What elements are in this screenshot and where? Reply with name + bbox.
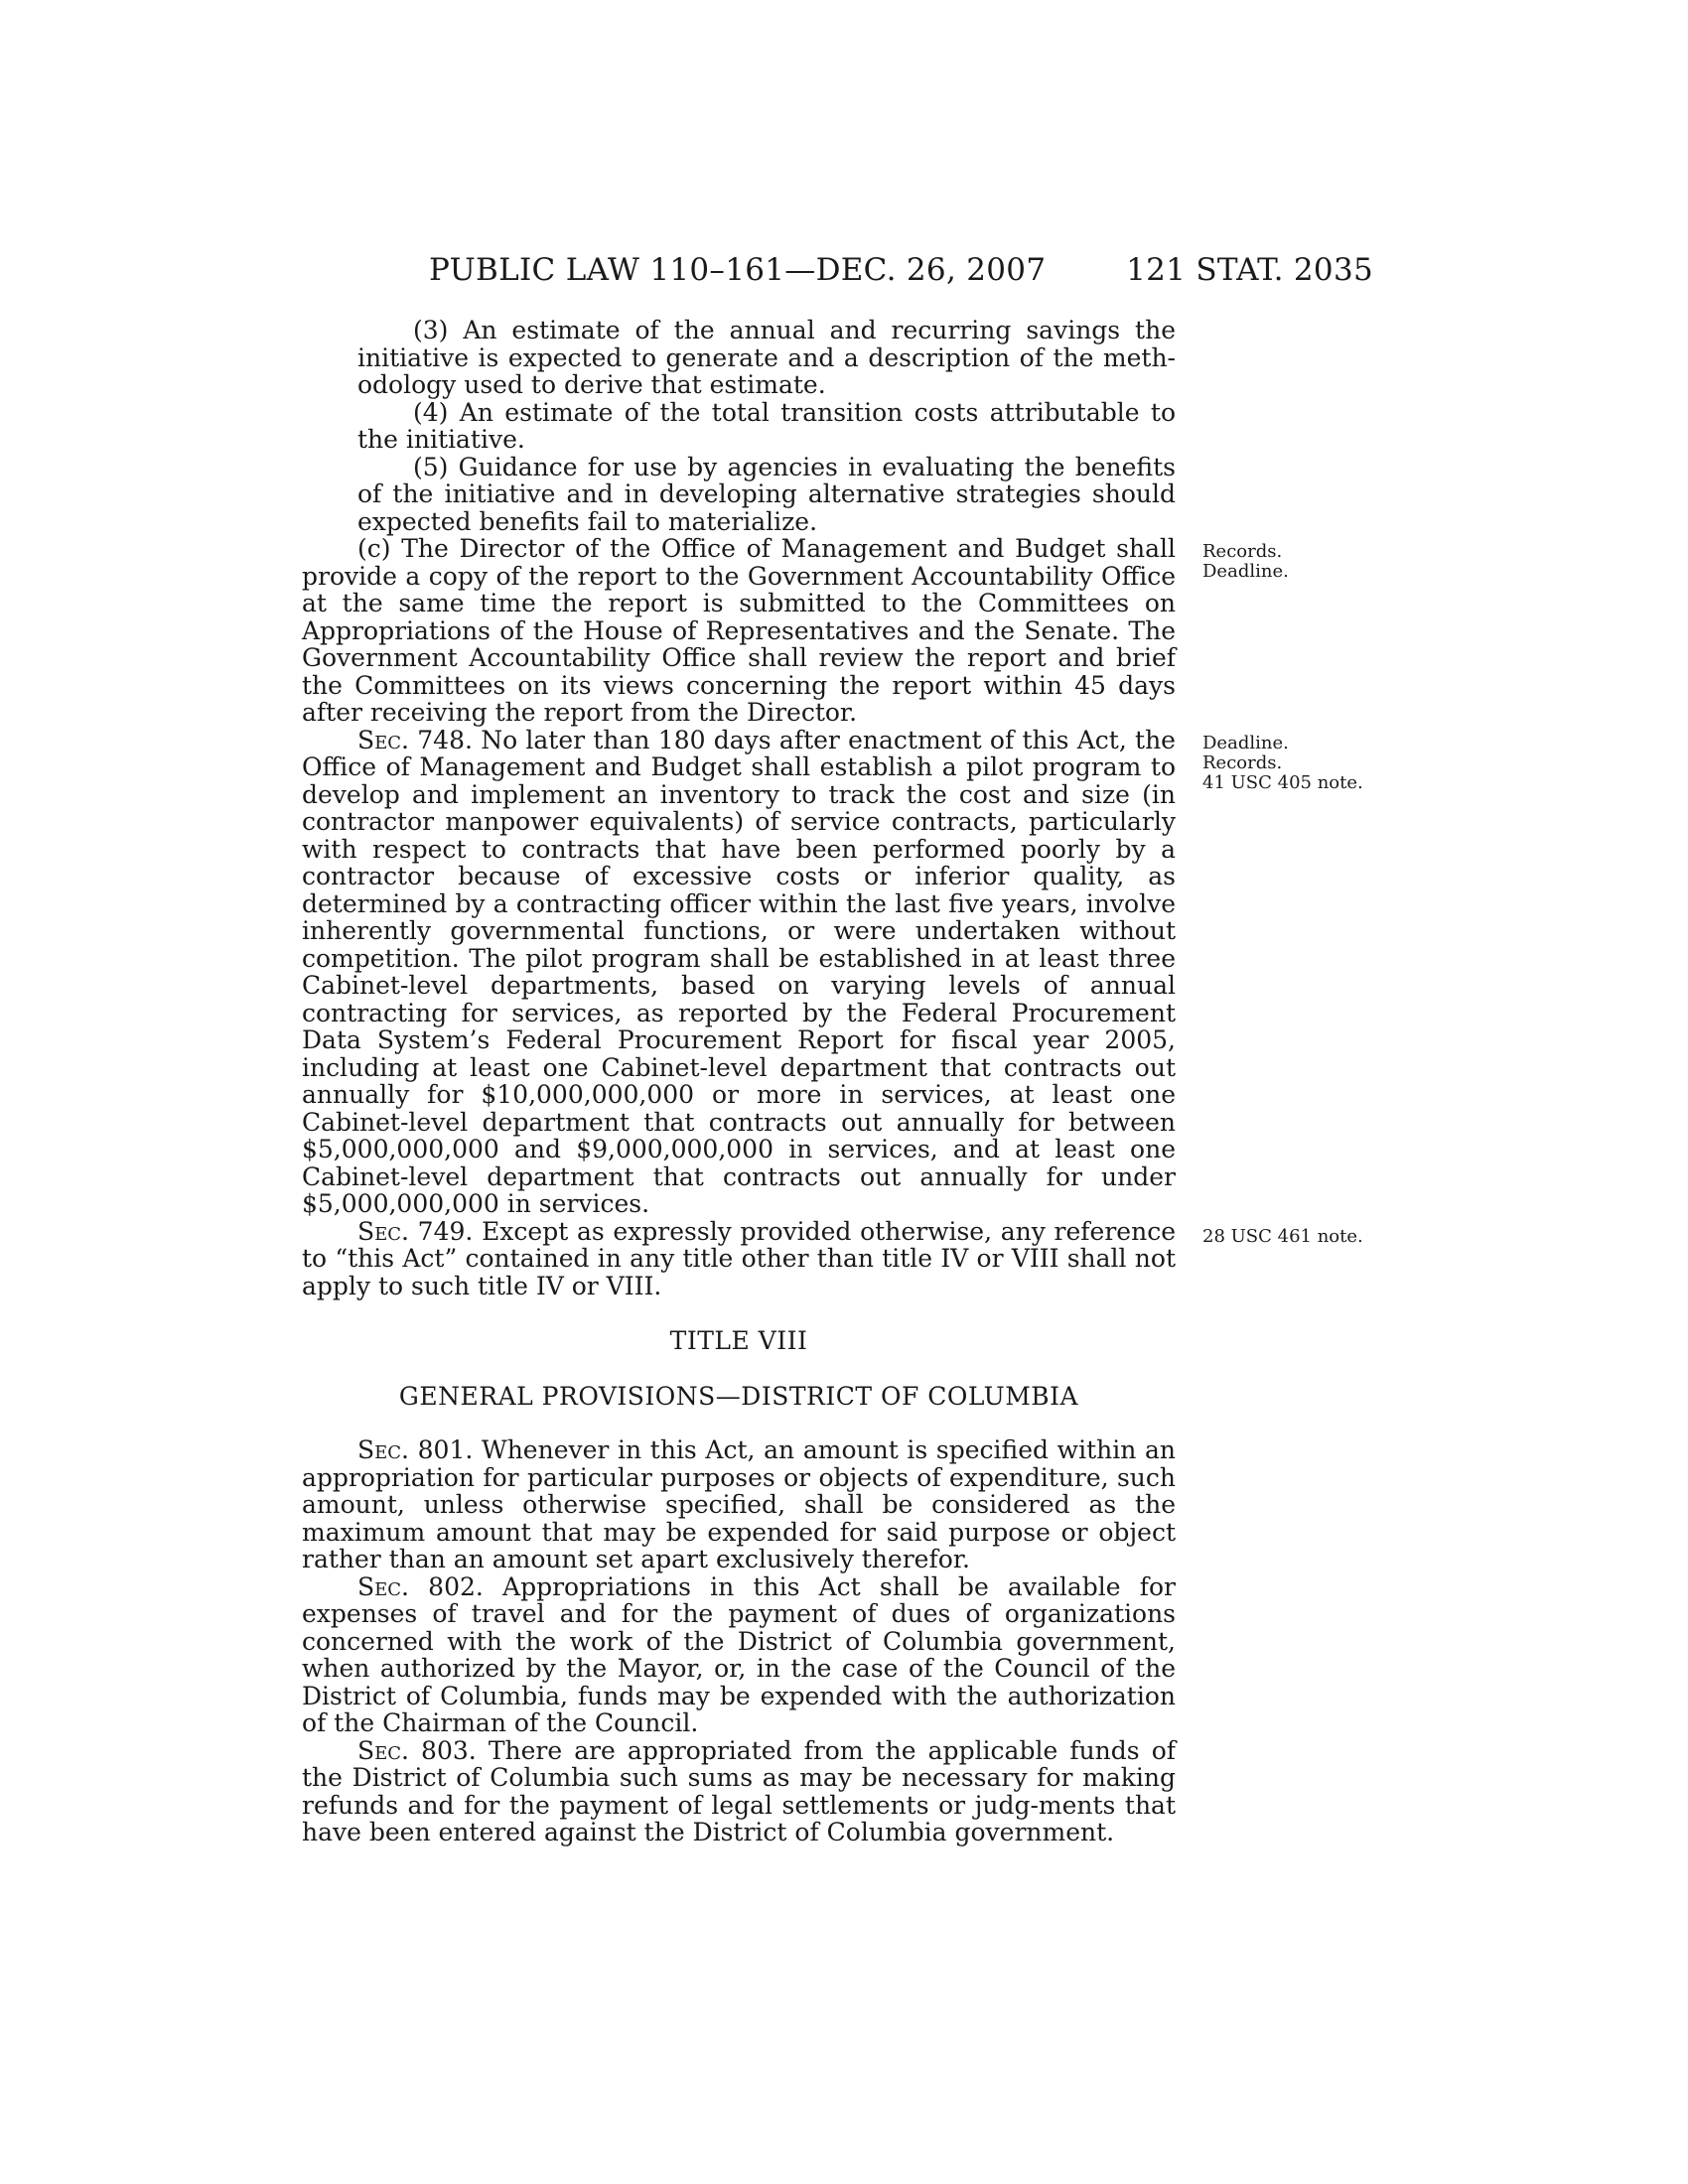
page-header [298,250,1373,290]
section-748: Sec. 748. No later than 180 days after enactment of this Act, the Office of Management and Budget shall establish a pilot program to develop and implement an inventory to track the cost and size (in contractor manpower equivalents) of service contracts, particularly with respect to contracts that have been performed poorly by a contractor because of excessive costs or inferior quality, as determined by a contracting officer within the last five years, involve inherently governmental functions, or were undertaken without competition. The pilot program shall be established in at least three Cabinet-level departments, based on varying levels of annual contracting for services, as reported by the Federal Procurement Data System’s Federal Procurement Report for fiscal year 2005, including at least one Cabinet-level department that contracts out annually for $10,000,000,000 or more in services, at least one Cabinet-level department that contracts out annually for between $5,000,000,000 and $9,000,000,000 in services, and at least one Cabinet-level department that contracts out annually for under $5,000,000,000 in services. [302,725,1176,1218]
section-803-label: Sec. 803. [357,1735,477,1765]
section-801: Sec. 801. Whenever in this Act, an amount is specified within an appropriation for particular purposes or objects of expenditure, such amount, unless otherwise specified, shall be considered as the maximum amount that may be expended for said purpose or object rather than an amount set apart exclusively therefor. [302,1435,1176,1573]
title-subheading: GENERAL PROVISIONS—DISTRICT OF COLUMBIA [398,1381,1079,1411]
section-802-label: Sec. 802. [357,1571,484,1601]
document-body [302,317,1176,1846]
margin-note-section-748: Deadline. Records. 41 USC 405 note. [1202,733,1363,793]
paragraph-5: (5) Guidance for use by agencies in evaluating the benefits of the initiative and in developing alternative strategies should expected benefits fail to materialize. [357,452,1176,536]
section-802: Sec. 802. Appropriations in this Act shall be available for expenses of travel and for the payment of dues of organizations concerned with the work of the District of Columbia government, when authorized by the Mayor, or, in the case of the Council of the District of Columbia, funds may be expended with the authorization of the Chairman of the Council. [302,1571,1176,1737]
paragraph-4: (4) An estimate of the total transition costs attributable to the initiative. [357,397,1176,454]
margin-note-records-deadline: Records. Deadline. [1202,541,1289,582]
section-801-label: Sec. 801. [357,1435,474,1464]
section-803: Sec. 803. There are appropriated from the applicable funds of the District of Columbia such sums as may be necessary for making refunds and for the payment of legal settlements or judg-ments that have been entered against the District of Columbia government. [302,1735,1176,1846]
statute-page-number: 121 STAT. 2035 [1126,252,1373,288]
section-748-label: Sec. 748. [357,725,473,754]
title-heading: TITLE VIII [669,1326,808,1355]
running-head: PUBLIC LAW 110–161—DEC. 26, 2007 [429,252,1047,288]
section-749: Sec. 749. Except as expressly provided otherwise, any reference to “this Act” contained in any title other than title IV or VIII shall not apply to such title IV or VIII. [302,1216,1176,1300]
paragraph-3: (3) An estimate of the annual and recurring savings the initiative is expected to generate and a description of the meth-odology used to derive that estimate. [357,316,1176,399]
margin-note-section-749: 28 USC 461 note. [1202,1226,1363,1247]
section-749-label: Sec. 749. [357,1216,474,1246]
paragraph-c: (c) The Director of the Office of Management and Budget shall provide a copy of the report to the Government Accountability Office at the same time the report is submitted to the Committees on Appropriations of the House of Representatives and the Senate. The Government Accountability Office shall review the report and brief the Committees on its views concerning the report within 45 days after receiving the report from the Director. [302,534,1176,727]
